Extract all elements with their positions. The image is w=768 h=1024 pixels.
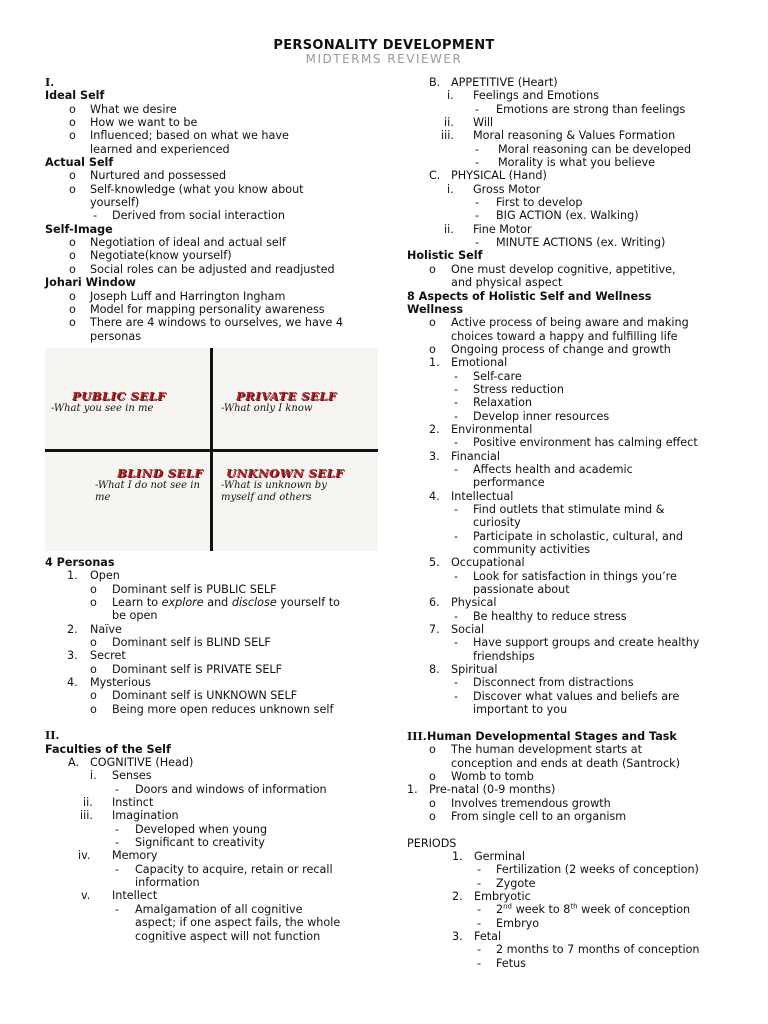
list-item: Find outlets that stimulate mind & bbox=[473, 503, 665, 516]
list-item: Significant to creativity bbox=[135, 836, 265, 850]
heading-self-image: Self-Image bbox=[45, 222, 113, 236]
blind-self-text-2: me bbox=[95, 491, 111, 503]
periods-label: PERIODS bbox=[407, 836, 457, 850]
list-item: Developed when young bbox=[135, 822, 268, 836]
list-item: Intellect bbox=[112, 889, 158, 903]
list-item: Feelings and Emotions bbox=[473, 89, 600, 103]
aspect-emotional: Emotional bbox=[451, 356, 508, 370]
list-item: aspect; if one aspect fails, the whole bbox=[135, 916, 341, 930]
aspect-physical: Physical bbox=[451, 596, 497, 610]
list-item: BIG ACTION (ex. Walking) bbox=[496, 209, 639, 223]
unknown-self-text-2: myself and others bbox=[221, 491, 312, 503]
list-item: Nurtured and possessed bbox=[90, 169, 227, 183]
document-title: PERSONALITY DEVELOPMENT bbox=[273, 38, 495, 53]
faculty-physical: PHYSICAL (Hand) bbox=[451, 169, 547, 183]
johari-window-diagram bbox=[45, 348, 378, 551]
list-item: Fine Motor bbox=[473, 222, 532, 236]
private-self-heading: PRIVATE SELF bbox=[236, 388, 337, 403]
heading-8-aspects: 8 Aspects of Holistic Self and Wellness bbox=[407, 289, 652, 303]
list-item: From single cell to an organism bbox=[451, 809, 627, 823]
public-self-text: -What you see in me bbox=[51, 402, 154, 414]
list-item: The human development starts at bbox=[451, 743, 642, 757]
aspect-occupational: Occupational bbox=[451, 556, 525, 570]
faculty-cognitive: COGNITIVE (Head) bbox=[90, 756, 194, 770]
list-item: be open bbox=[112, 609, 158, 623]
section-number: I. bbox=[45, 75, 55, 89]
period-germinal: Germinal bbox=[474, 849, 526, 863]
list-item: Dominant self is PRIVATE SELF bbox=[112, 662, 283, 676]
list-item: Active process of being aware and making bbox=[451, 316, 689, 330]
section-number: II. bbox=[45, 728, 60, 743]
list-item: Moral reasoning can be developed bbox=[498, 142, 692, 156]
list-item: Doors and windows of information bbox=[135, 782, 327, 796]
aspect-financial: Financial bbox=[451, 449, 500, 463]
list-item: friendships bbox=[473, 649, 535, 663]
persona-open: Open bbox=[90, 569, 120, 583]
list-item: Discover what values and beliefs are bbox=[473, 689, 680, 703]
list-item: Derived from social interaction bbox=[112, 209, 285, 223]
heading-4-personas: 4 Personas bbox=[45, 555, 115, 569]
persona-secret: Secret bbox=[90, 649, 126, 663]
list-item: Zygote bbox=[496, 876, 536, 890]
list-item: Disconnect from distractions bbox=[473, 676, 634, 690]
list-item: Being more open reduces unknown self bbox=[112, 702, 334, 716]
list-item: Fetus bbox=[496, 956, 527, 970]
right-column: B. APPETITIVE (Heart) i. Feelings and Emotions - Emotions are strong than feelings ii. Will iii. Moral reasoning & Values Formation - Moral reasoning can be developed - Morality is what you believe C. PHYSICAL (Hand) i. Gross Motor - First to develop - BIG ACTION (ex. Walking) ii. Fine Motor - MINUTE ACTIONS (ex. Writing) Holistic Self o One must develop cognitive, appetitive, and physical aspect 8 Aspects of Holistic Self and Wellness Wellness o Active process of being aware and making choices toward a happy and fulfilling life o Ongoing process of change and growth 1. Emotional - Self-care - Stress reduction - Relaxation - Develop inner resources 2. Environmental - Positive environment has calming effect 3. Financial - Affects health and academic performance 4. Intellectual - Find outlets that stimulate mind & curiosity - Participate in scholastic, cultural, and community activities 5. Occupational - Look for satisfaction in things you’re passionate about 6. Physical - Be healthy to reduce stress 7. Social - Have support groups and create healthy friendships 8. Spiritual - Disconnect from distractions - Discover what values and beliefs are important to you III. Human Developmental Stages and Task o The human development starts at conception and ends at death (Santrock) o Womb to tomb 1. Pre-natal (0-9 months) o Involves tremendous growth o From single cell to an organism PERIODS 1. Germinal - Fertilization (2 weeks of conception) - Zygote 2. Embryotic - 2nd week to 8th week of conception - Embryo 3. Fetal - 2 months to 7 months of conception - Fetus bbox=[407, 76, 727, 970]
list-item: conception and ends at death (Santrock) bbox=[451, 756, 680, 770]
list-item: learned and experienced bbox=[90, 142, 230, 156]
list-item: Model for mapping personality awareness bbox=[90, 302, 325, 316]
list-item: Gross Motor bbox=[473, 182, 541, 196]
list-item: Relaxation bbox=[473, 396, 533, 410]
list-item: Dominant self is UNKNOWN SELF bbox=[112, 689, 298, 703]
list-item: Influenced; based on what we have bbox=[90, 129, 289, 143]
list-item: Negotiation of ideal and actual self bbox=[90, 236, 286, 250]
aspect-intellectual: Intellectual bbox=[451, 489, 514, 503]
list-item: First to develop bbox=[496, 196, 583, 210]
list-item: community activities bbox=[473, 543, 591, 557]
public-self-heading: PUBLIC SELF bbox=[72, 388, 166, 403]
list-item: There are 4 windows to ourselves, we have 4 bbox=[90, 316, 344, 330]
list-item: Memory bbox=[112, 849, 158, 863]
list-item: choices toward a happy and fulfilling life bbox=[451, 329, 678, 343]
horizontal-divider bbox=[45, 449, 378, 452]
list-item: important to you bbox=[473, 703, 568, 717]
heading-johari-window: Johari Window bbox=[45, 276, 136, 290]
list-item: Develop inner resources bbox=[473, 409, 610, 423]
heading-faculties: Faculties of the Self bbox=[45, 742, 171, 756]
list-item: 2nd week to 8th week of conception bbox=[496, 902, 691, 917]
stage-prenatal: Pre-natal (0-9 months) bbox=[429, 783, 556, 797]
list-item: Amalgamation of all cognitive bbox=[135, 902, 303, 916]
list-item: Ongoing process of change and growth bbox=[451, 342, 671, 356]
list-item: Participate in scholastic, cultural, and bbox=[473, 529, 684, 543]
list-item: Negotiate(know yourself) bbox=[90, 249, 232, 263]
list-item: yourself) bbox=[90, 196, 140, 210]
list-item: Be healthy to reduce stress bbox=[473, 609, 627, 623]
list-item: Affects health and academic bbox=[473, 462, 633, 476]
list-item: Moral reasoning & Values Formation bbox=[473, 129, 676, 143]
list-item: curiosity bbox=[473, 516, 521, 530]
list-item: Self-care bbox=[473, 369, 522, 383]
period-fetal: Fetal bbox=[474, 930, 502, 943]
list-item: How we want to be bbox=[90, 116, 198, 130]
list-item: 2 months to 7 months of conception bbox=[496, 943, 700, 957]
private-self-text: -What only I know bbox=[221, 402, 313, 414]
list-item: Joseph Luff and Harrington Ingham bbox=[90, 289, 286, 303]
list-item: Dominant self is BLIND SELF bbox=[112, 635, 271, 649]
unknown-self-text: -What is unknown by bbox=[221, 479, 327, 491]
list-item: Self-knowledge (what you know about bbox=[90, 182, 304, 196]
list-item: Have support groups and create healthy bbox=[473, 636, 700, 650]
list-item: performance bbox=[473, 476, 545, 490]
unknown-self-heading: UNKNOWN SELF bbox=[226, 465, 344, 480]
list-item: Stress reduction bbox=[473, 382, 564, 396]
period-embryotic: Embryotic bbox=[474, 889, 531, 903]
heading-wellness: Wellness bbox=[407, 302, 464, 316]
list-item: MINUTE ACTIONS (ex. Writing) bbox=[496, 236, 666, 250]
list-item: cognitive aspect will not function bbox=[135, 929, 321, 943]
heading-actual-self: Actual Self bbox=[45, 156, 114, 170]
list-item: Social roles can be adjusted and readjusted bbox=[90, 262, 335, 276]
list-item: Will bbox=[473, 116, 494, 130]
list-item: Fertilization (2 weeks of conception) bbox=[496, 863, 699, 877]
blind-self-text: -What I do not see in bbox=[95, 479, 200, 491]
list-item: Morality is what you believe bbox=[498, 156, 655, 170]
left-column: I. Ideal Self o What we desire o How we want to be o Influenced; based on what we have learned and experienced Actual Self o Nurtured and possessed o Self-knowledge (what you know about yourself) - Derived from social interaction Self-Image o Negotiation of ideal and actual self o Negotiate(know yourself) o Social roles can be adjusted and readjusted Johari Window o Joseph Luff and Harrington Ingham o Model for mapping personality awareness o There are 4 windows to ourselves, we have 4 personas PUBLIC SELF -What you see in me PRIVATE SELF -What only I know BLIND SELF -What I do not see in me UNKNOWN SELF -What is unknown by myself and others 4 Personas 1. Open o Dominant self is PUBLIC SELF o Learn to explore and disclose yourself to be open 2. Naïve o Dominant self is BLIND SELF 3. Secret o Dominant self is PRIVATE SELF 4. Mysterious o Dominant self is UNKNOWN SELF o Being more open reduces unknown self II. Faculties of the Self A. COGNITIVE (Head) i. Senses - Doors and windows of information ii. Instinct iii. Imagination - Developed when young - Significant to creativity iv. Memory - Capacity to acquire, retain or recall information v. Intellect - Amalgamation of all cognitive aspect; if one aspect fails, the whole cognitive aspect will not function bbox=[45, 76, 375, 943]
list-item: Embryo bbox=[496, 916, 540, 930]
heading-holistic-self: Holistic Self bbox=[407, 249, 483, 263]
blind-self-heading: BLIND SELF bbox=[117, 465, 203, 480]
list-item: Instinct bbox=[112, 796, 154, 810]
list-item: passionate about bbox=[473, 583, 570, 597]
list-item: and physical aspect bbox=[451, 276, 563, 290]
aspect-spiritual: Spiritual bbox=[451, 663, 498, 677]
list-item: Involves tremendous growth bbox=[451, 796, 611, 810]
list-item: Capacity to acquire, retain or recall bbox=[135, 862, 333, 876]
document-subtitle: MIDTERMS REVIEWER bbox=[305, 52, 463, 66]
heading-ideal-self: Ideal Self bbox=[45, 89, 105, 103]
list-item: Learn to explore and disclose yourself to bbox=[112, 595, 340, 609]
persona-mysterious: Mysterious bbox=[90, 675, 151, 689]
list-item: One must develop cognitive, appetitive, bbox=[451, 262, 676, 276]
aspect-social: Social bbox=[451, 623, 485, 637]
faculty-appetitive: APPETITIVE (Heart) bbox=[451, 76, 558, 89]
list-item: information bbox=[135, 876, 200, 890]
list-item: Womb to tomb bbox=[451, 769, 534, 783]
list-item: Emotions are strong than feelings bbox=[496, 102, 686, 116]
list-item: Senses bbox=[112, 769, 152, 783]
list-item: Positive environment has calming effect bbox=[473, 436, 698, 450]
persona-naive: Naïve bbox=[90, 622, 122, 636]
aspect-environmental: Environmental bbox=[451, 422, 533, 436]
list-item: Look for satisfaction in things you’re bbox=[473, 569, 677, 583]
list-item: personas bbox=[90, 329, 142, 343]
list-item: What we desire bbox=[90, 102, 177, 116]
list-item: Dominant self is PUBLIC SELF bbox=[112, 582, 277, 596]
heading-developmental-stages: Human Developmental Stages and Task bbox=[427, 729, 677, 743]
list-item: Imagination bbox=[112, 809, 179, 823]
section-number: III. bbox=[407, 728, 427, 743]
